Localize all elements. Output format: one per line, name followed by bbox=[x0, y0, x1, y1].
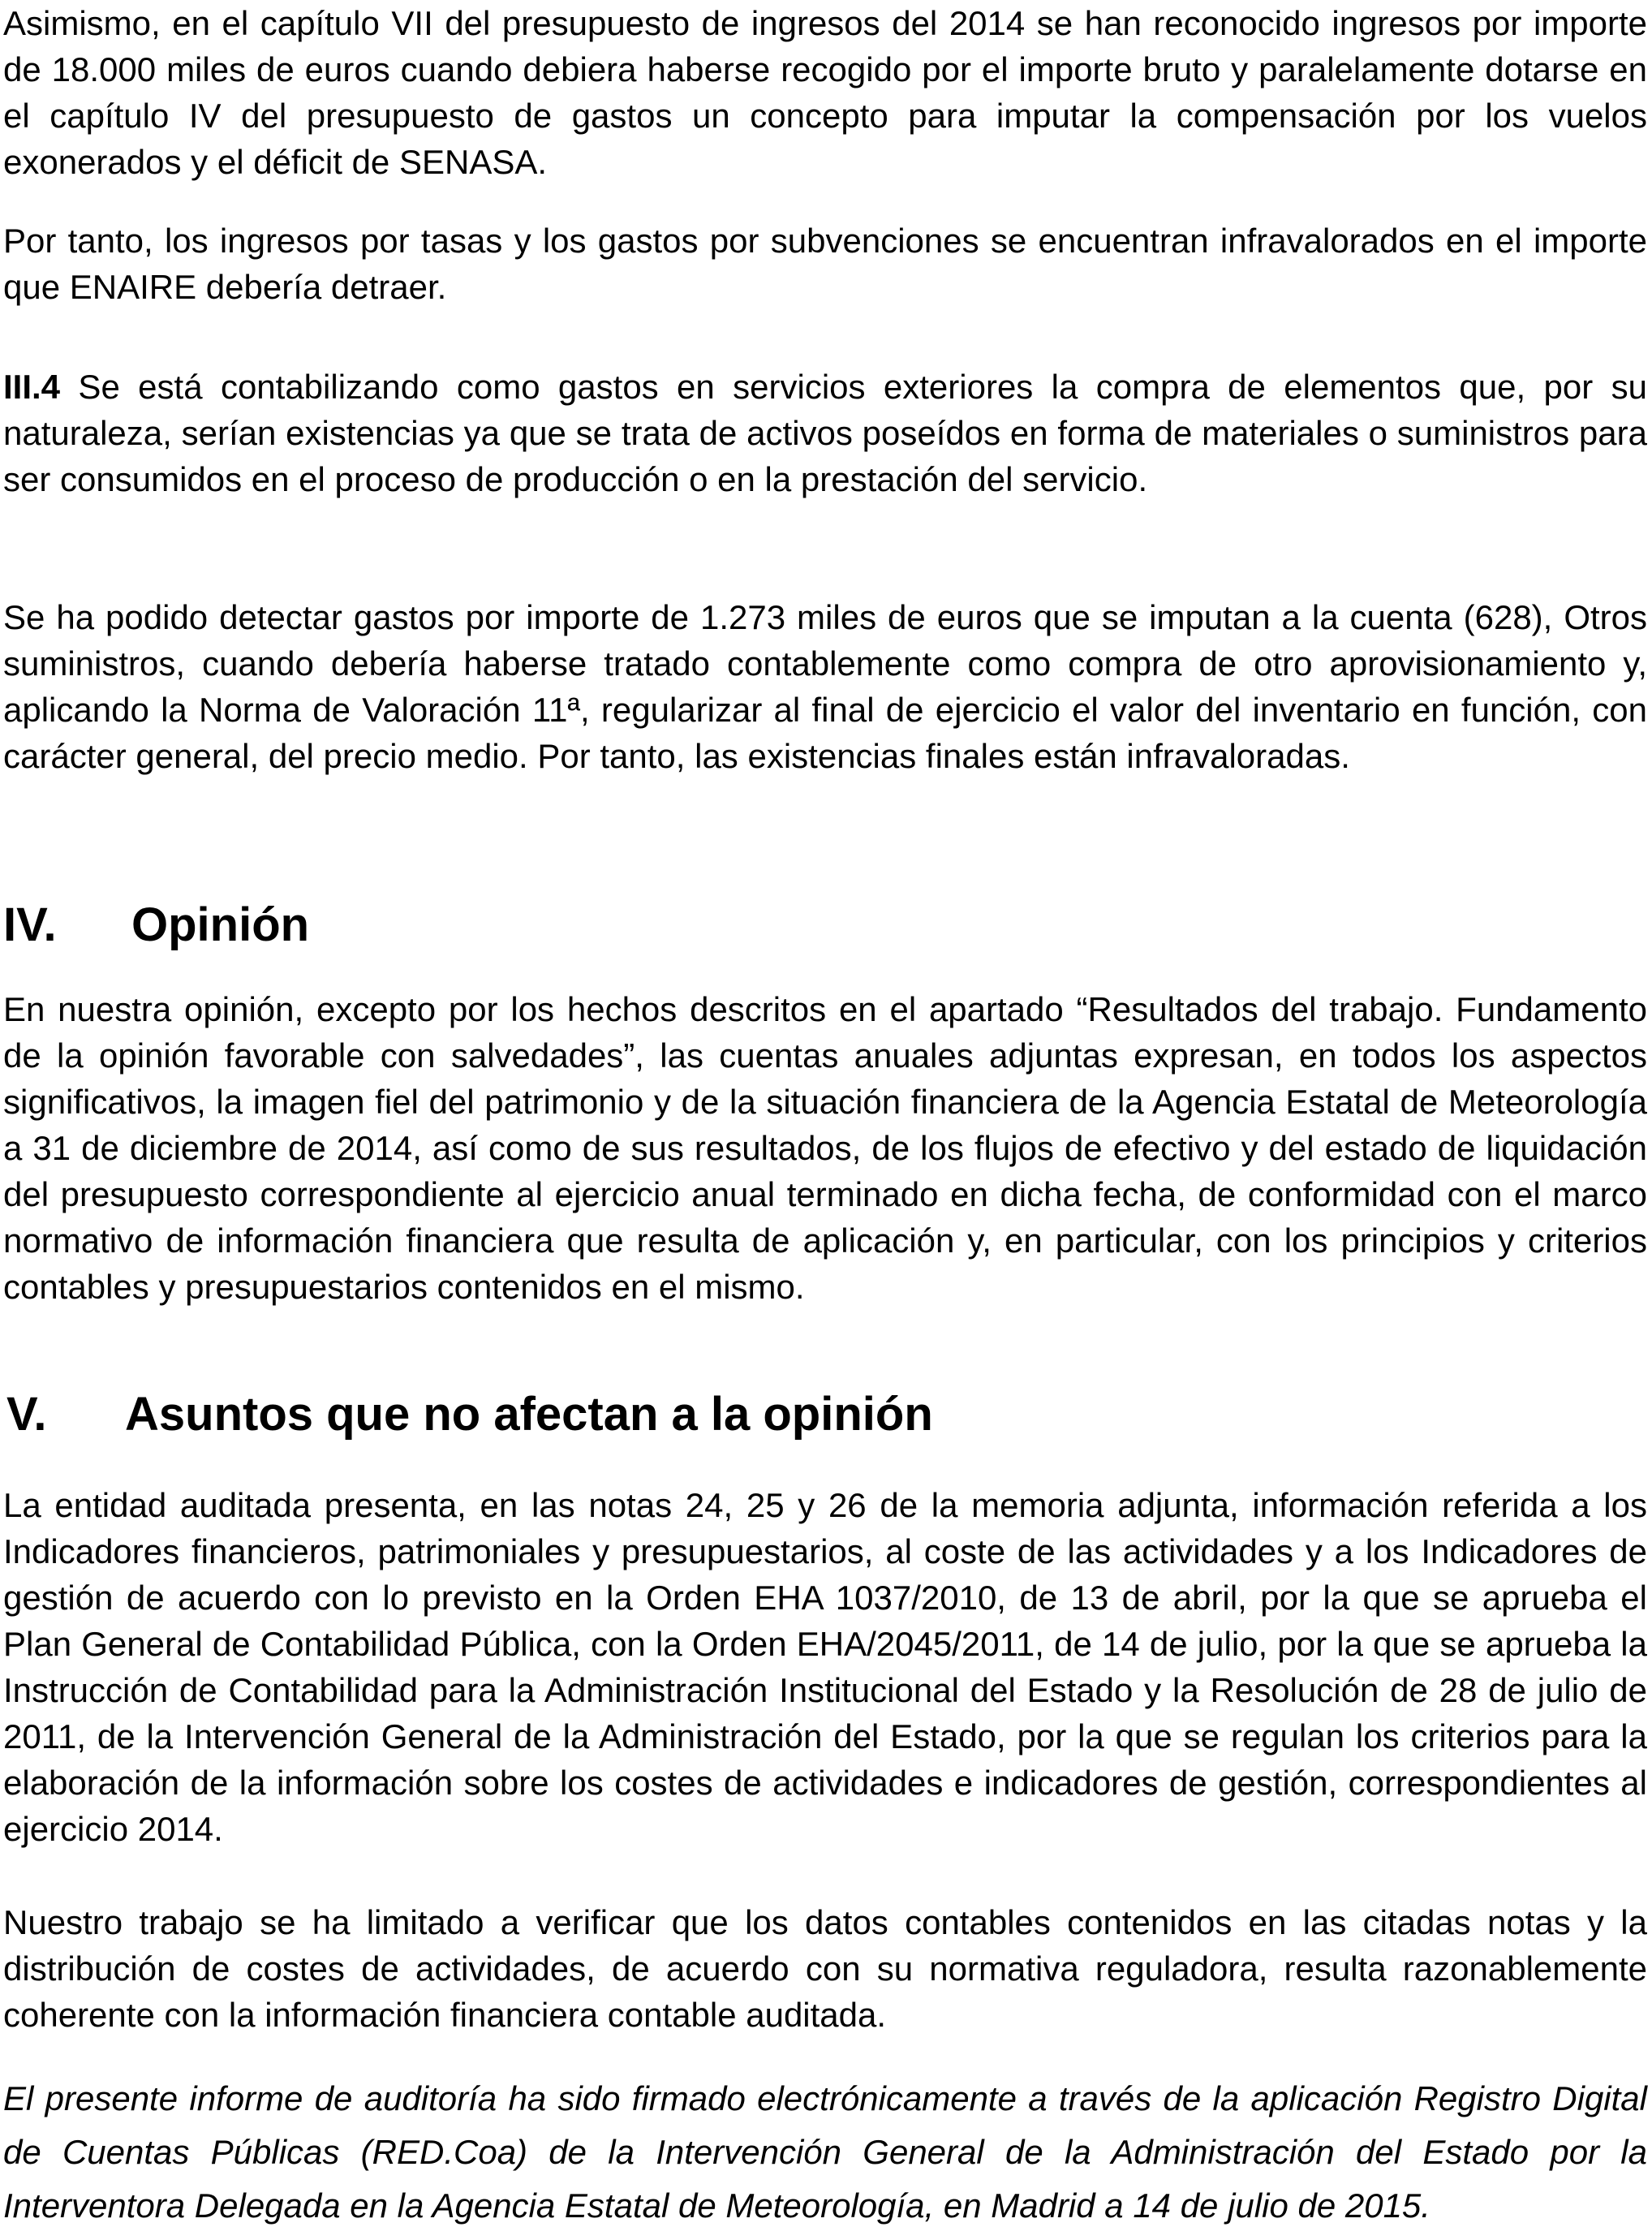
heading-v-number: V. bbox=[6, 1388, 47, 1441]
paragraph-indicadores-gestion: La entidad auditada presenta, en las notas 24, 25 y 26 de la memoria adjunta, información referida a los Indicadores financieros, patrimoniales y presupuestarios, al coste de las actividades y a los Indicadores de gestión de acuerdo con lo previsto en la Orden EHA 1037/2010, de 13 de abril, por la que se aprueba el Plan General de Contabilidad Pública, con la Orden EHA/2045/2011, de 14 de julio, por la que se aprueba la Instrucción de Contabilidad para la Administración Institucional del Estado y la Resolución de 28 de julio de 2011, de la Intervención General de la Administración del Estado, por la que se regulan los criterios para la elaboración de la información sobre los costes de actividades e indicadores de gestión, correspondientes al ejercicio 2014. bbox=[3, 1486, 1647, 1848]
paragraph-iii4-servicios-exteriores bbox=[3, 364, 1647, 502]
paragraph-opinion: En nuestra opinión, excepto por los hechos descritos en el apartado “Resultados del trabajo. Fundamento de la opinión favorable con salvedades”, las cuentas anuales adjuntas expresan, en todos los aspectos significativos, la imagen fiel del patrimonio y de la situación financiera de la Agencia Estatal de Meteorología a 31 de diciembre de 2014, así como de sus resultados, de los flujos de efectivo y del estado de liquidación del presupuesto correspondiente al ejercicio anual terminado en dicha fecha, de conformidad con el marco normativo de información financiera que resulta de aplicación y, en particular, con los principios y criterios contables y presupuestarios contenidos en el mismo. bbox=[3, 990, 1647, 1306]
section-label-iii4: III.4 bbox=[3, 368, 61, 406]
heading-section-v bbox=[6, 1386, 933, 1443]
heading-section-iv bbox=[3, 897, 310, 954]
paragraph-ingresos-capitulo-vii: Asimismo, en el capítulo VII del presupuesto de ingresos del 2014 se han reconocido ingresos por importe de 18.000 miles de euros cuando debiera haberse recogido por el importe bruto y paralelamente dotarse en el capítulo IV del presupuesto de gastos un concepto para imputar la compensación por los vuelos exonerados y el déficit de SENASA. bbox=[3, 4, 1647, 181]
heading-v-title: Asuntos que no afectan a la opinión bbox=[125, 1388, 933, 1441]
heading-iv-title: Opinión bbox=[131, 898, 310, 951]
paragraph-ingresos-tasas: Por tanto, los ingresos por tasas y los gastos por subvenciones se encuentran infravalorados en el importe que ENAIRE debería detraer. bbox=[3, 222, 1647, 306]
electronic-signature-note: El presente informe de auditoría ha sido firmado electrónicamente a través de la aplicación Registro Digital de Cuentas Públicas (RED.Coa) de la Intervención General de la Administración del Estado por la Interventora Delegada en la Agencia Estatal de Meteorología, en Madrid a 14 de julio de 2015. bbox=[3, 2079, 1647, 2225]
paragraph-trabajo-limitado: Nuestro trabajo se ha limitado a verificar que los datos contables contenidos en las citadas notas y la distribución de costes de actividades, de acuerdo con su normativa reguladora, resulta razonablemente coherente con la información financiera contable auditada. bbox=[3, 1903, 1647, 2034]
paragraph-otros-suministros: Se ha podido detectar gastos por importe de 1.273 miles de euros que se imputan a la cuenta (628), Otros suministros, cuando debería haberse tratado contablemente como compra de otro aprovisionamiento y, aplicando la Norma de Valoración 11ª, regularizar al final de ejercicio el valor del inventario en función, con carácter general, del precio medio. Por tanto, las existencias finales están infravaloradas. bbox=[3, 598, 1647, 775]
paragraph-iii4-text: Se está contabilizando como gastos en servicios exteriores la compra de elementos que, por su naturaleza, serían existencias ya que se trata de activos poseídos en forma de materiales o suministros para ser consumidos en el proceso de producción o en la prestación del servicio. bbox=[3, 368, 1647, 498]
heading-iv-number: IV. bbox=[3, 898, 57, 951]
